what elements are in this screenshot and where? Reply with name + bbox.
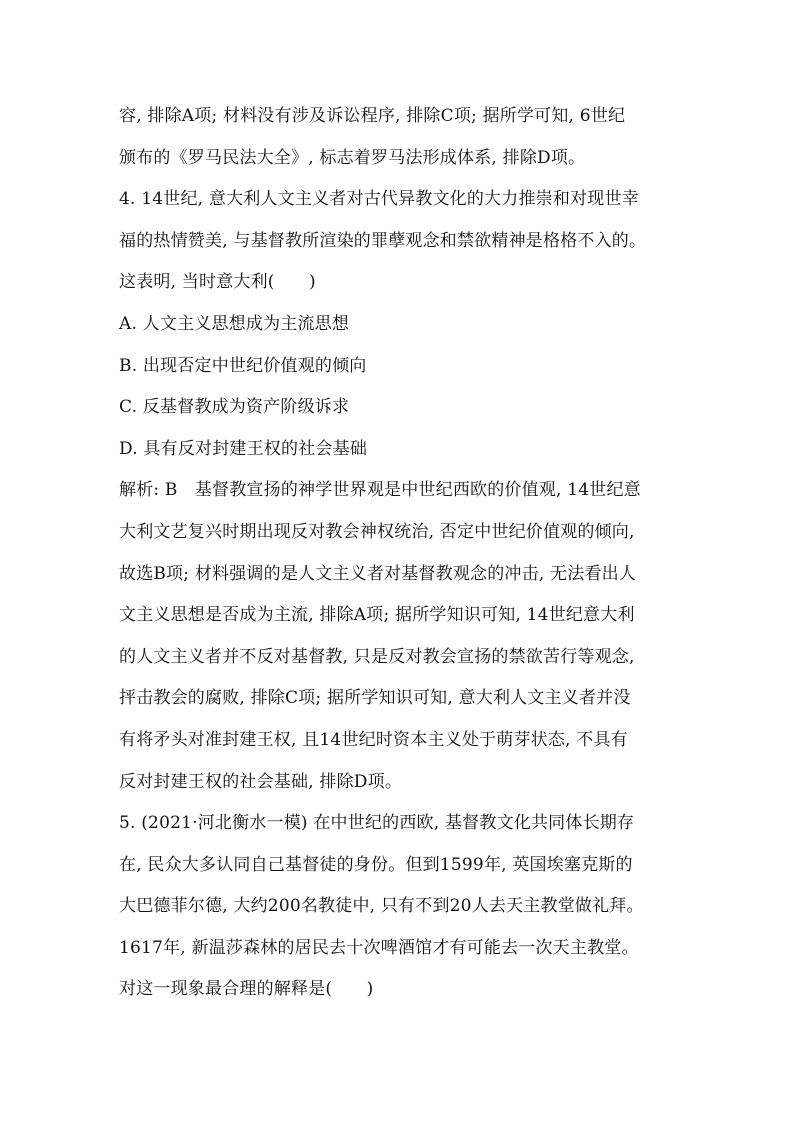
question-4-option-a: A. 人文主义思想成为主流思想 [119,313,350,334]
question-4-analysis: 的人文主义者并不反对基督教, 只是反对教会宣扬的禁欲苦行等观念, [119,646,635,667]
text-line: 容, 排除A项; 材料没有涉及诉讼程序, 排除C项; 据所学可知, 6世纪 [119,106,626,126]
question-4-option-b: B. 出现否定中世纪价值观的倾向 [119,355,367,376]
question-4-analysis: 大利文艺复兴时期出现反对教会神权统治, 否定中世纪价值观的倾向, [119,521,635,542]
question-5-stem: 在, 民众大多认同自己基督徒的身份。但到1599年, 英国埃塞克斯的 [119,854,633,875]
question-5-stem: 大巴德菲尔德, 大约200名教徒中, 只有不到20人去天主教堂做礼拜。 [119,896,644,917]
question-4-analysis: 解析: B 基督教宣扬的神学世界观是中世纪西欧的价值观, 14世纪意 [119,480,641,501]
question-4-analysis: 文主义思想是否成为主流, 排除A项; 据所学知识可知, 14世纪意大利 [119,605,635,626]
question-5-stem: 对这一现象最合理的解释是( ) [119,979,374,1000]
question-5-stem: 5. (2021·河北衡水一模) 在中世纪的西欧, 基督教文化共同体长期存 [119,813,635,834]
question-4-analysis: 抨击教会的腐败, 排除C项; 据所学知识可知, 意大利人文主义者并没 [119,688,631,709]
question-4-stem: 4. 14世纪, 意大利人文主义者对古代异教文化的大力推崇和对现世幸 [119,189,639,210]
document-body [119,96,689,1011]
question-4-stem: 这表明, 当时意大利( ) [119,272,316,293]
question-5-stem: 1617年, 新温莎森林的居民去十次啤酒馆才有可能去一次天主教堂。 [119,937,639,958]
question-4-option-c: C. 反基督教成为资产阶级诉求 [119,397,350,418]
question-4-stem: 福的热情赞美, 与基督教所渲染的罪孽观念和禁欲精神是格格不入的。 [119,230,647,251]
question-4-analysis: 故选B项; 材料强调的是人文主义者对基督教观念的冲击, 无法看出人 [119,563,637,584]
question-4-option-d: D. 具有反对封建王权的社会基础 [119,438,368,459]
question-4-analysis: 反对封建王权的社会基础, 排除D项。 [119,771,403,792]
text-line: 颁布的《罗马民法大全》, 标志着罗马法形成体系, 排除D项。 [119,147,586,168]
question-4-analysis: 有将矛头对准封建王权, 且14世纪时资本主义处于萌芽状态, 不具有 [119,729,628,750]
